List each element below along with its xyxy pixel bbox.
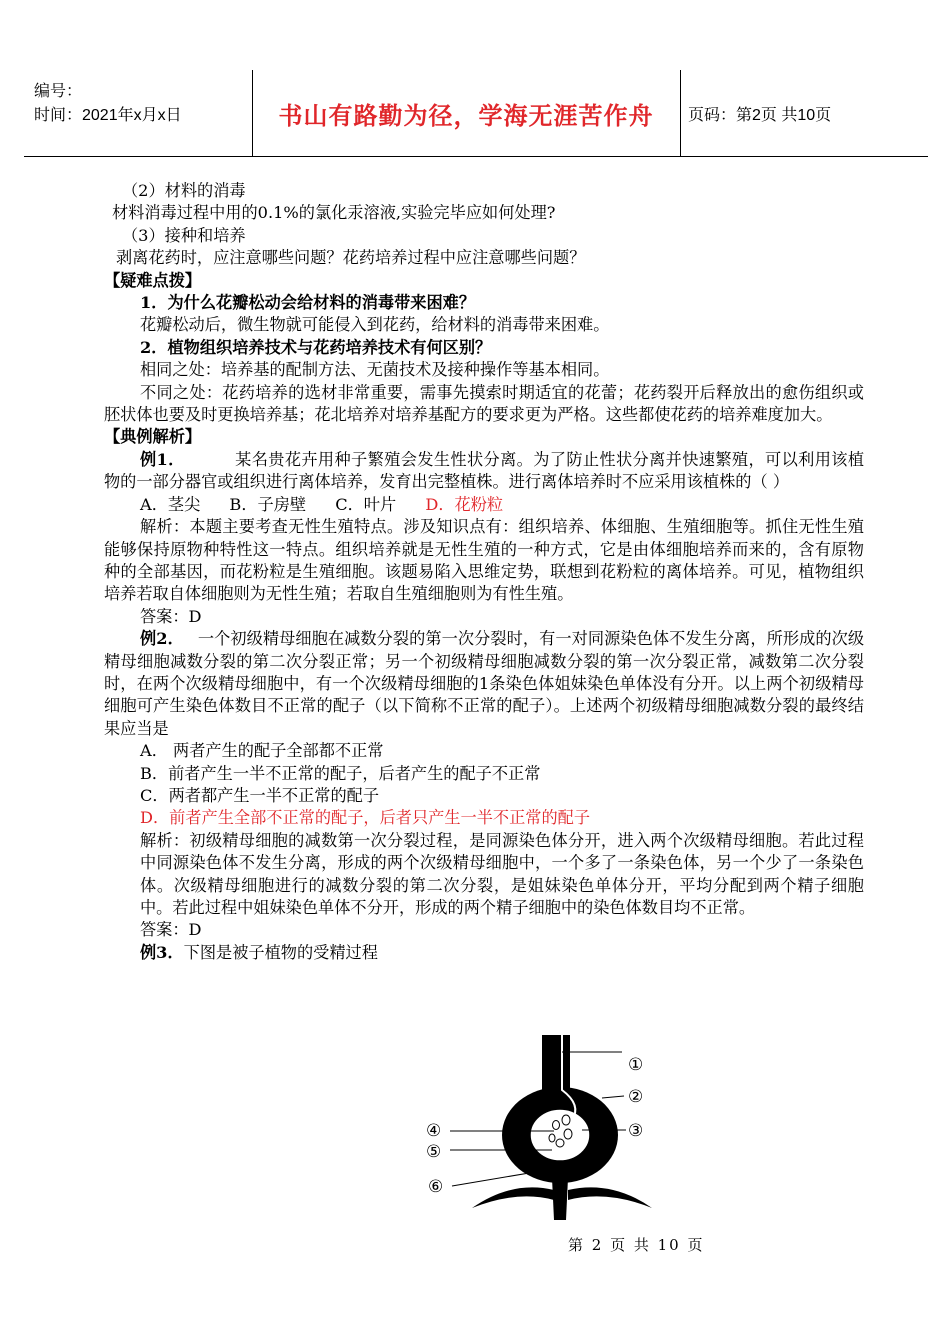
leaf-right: [568, 1187, 652, 1208]
number-label: 编号：: [34, 83, 83, 100]
option-d-answer: D．花粉粒: [425, 494, 504, 514]
label-4: ④: [426, 1121, 442, 1141]
example-text: 某名贵花卉用种子繁殖会发生性状分离。为了防止性状分离并快速繁殖，可以利用该植物的一部分器官或组织进行离体培养，发育出完整植株。进行离体培养时不应采用该植株的（ ）: [104, 449, 865, 492]
paragraph: 花瓣松动后，微生物就可能侵入到花药，给材料的消毒带来困难。: [140, 315, 610, 335]
paragraph: （2）材料的消毒: [122, 181, 246, 200]
option-a: A． 两者产生的配子全部都不正常: [140, 741, 384, 761]
label-6: ⑥: [428, 1177, 444, 1197]
options-row: [104, 494, 864, 516]
option-b: B．子房壁: [229, 494, 307, 514]
header-page-info: 页码：第2页 共10页: [688, 106, 832, 124]
label-2: ②: [628, 1087, 644, 1107]
label-3: ③: [628, 1121, 644, 1141]
analysis: 解析：初级精母细胞的减数第一次分裂过程，是同源染色体分开，进入两个次级精母细胞。若此过程中同源染色体不发生分离，形成的两个次级精母细胞中，一个多了一条染色体，另一个少了一条染色体。次级精母细胞进行的减数分裂的第二次分裂，是姐妹染色单体分开，平均分配到两个精子细胞中。若此过程中姐妹染色单体不分开，形成的两个精子细胞中的染色体数目均不正常。: [140, 830, 864, 917]
leader-line: [452, 1170, 547, 1186]
page-footer: 第 2 页 共 10 页: [568, 1236, 705, 1254]
document-body: [104, 180, 864, 964]
option-c: C．叶片: [335, 494, 397, 514]
paragraph: 相同之处：培养基的配制方法、无菌技术及接种操作等基本相同。: [140, 360, 610, 380]
example-label: 例2．: [140, 629, 184, 649]
header-divider: [252, 70, 253, 156]
question-heading: 2．植物组织培养技术与花药培养技术有何区别？: [140, 337, 492, 357]
section-heading: 【疑难点拨】: [104, 270, 202, 290]
answer: 答案：D: [140, 606, 202, 626]
example-text: 下图是被子植物的受精过程: [183, 942, 378, 962]
example-text: 一个初级精母细胞在减数分裂的第一次分裂时，有一对同源染色体不发生分离，所形成的次级精母细胞减数分裂的第二次分裂正常；另一个初级精母细胞减数分裂的第一次分裂正常，减数第二次分裂时，在两个次级精母细胞中，有一个次级精母细胞的1条染色体姐妹染色单体没有分开。以上两个初级精母细胞可产生染色体数目不正常的配子（以下简称不正常的配子）。上述两个初级精母细胞减数分裂的最终结果应当是: [104, 629, 865, 738]
example-2: [104, 628, 864, 740]
header-motto: 书山有路勤为径，学海无涯苦作舟: [278, 101, 654, 130]
example-3: [104, 942, 864, 964]
paragraph: 不同之处：花药培养的选材非常重要，需事先摸索时期适宜的花蕾；花药裂开后释放出的愈伤组织或胚状体也要及时更换培养基；花北培养对培养基配方的要求更为严格。这些都使花药的培养难度加大。: [104, 382, 864, 425]
option-a: A．茎尖: [140, 494, 201, 514]
answer: 答案：D: [140, 920, 202, 940]
analysis: 解析：本题主要考查无性生殖特点。涉及知识点有：组织培养、体细胞、生殖细胞等。抓住无性生殖能够保持原物种特性这一特点。组织培养就是无性生殖的一种方式，它是由体细胞培养而来的，含有原物种的全部基因，而花粉粒是生殖细胞。该题易陷入思维定势，联想到花粉粒的离体培养。可见，植物组织培养若取自体细胞则为无性生殖；若取自生殖细胞则为有性生殖。: [104, 517, 864, 604]
page-header: [24, 70, 928, 157]
style-column: [542, 1035, 570, 1095]
example-label: 例1．: [140, 449, 185, 469]
leaf-left: [472, 1187, 554, 1208]
label-1: ①: [628, 1055, 644, 1075]
example-label: 例3．: [140, 942, 184, 962]
option-d-answer: D．前者产生全部不正常的配子，后者只产生一半不正常的配子: [140, 808, 591, 828]
header-meta: [34, 80, 182, 128]
time-label: 时间：2021年x月x日: [34, 107, 182, 124]
fertilization-diagram: [412, 1030, 682, 1220]
leader-line: [602, 1096, 624, 1098]
stalk: [552, 1178, 568, 1220]
section-heading: 【典例解析】: [104, 427, 202, 447]
example-1: [104, 449, 864, 494]
label-5: ⑤: [426, 1142, 442, 1162]
question-heading: 1．为什么花瓣松动会给材料的消毒带来困难？: [140, 293, 476, 313]
paragraph: 材料消毒过程中用的0.1%的氯化汞溶液,实验完毕应如何处理?: [112, 203, 556, 223]
paragraph: （3）接种和培养: [122, 225, 246, 245]
paragraph: 剥离花药时，应注意哪些问题？花药培养过程中应注意哪些问题？: [116, 248, 586, 268]
ovule: [530, 1109, 590, 1161]
option-c: C．两者都产生一半不正常的配子: [140, 785, 380, 805]
header-divider: [680, 70, 681, 156]
option-b: B．前者产生一半不正常的配子，后者产生的配子不正常: [140, 763, 541, 783]
